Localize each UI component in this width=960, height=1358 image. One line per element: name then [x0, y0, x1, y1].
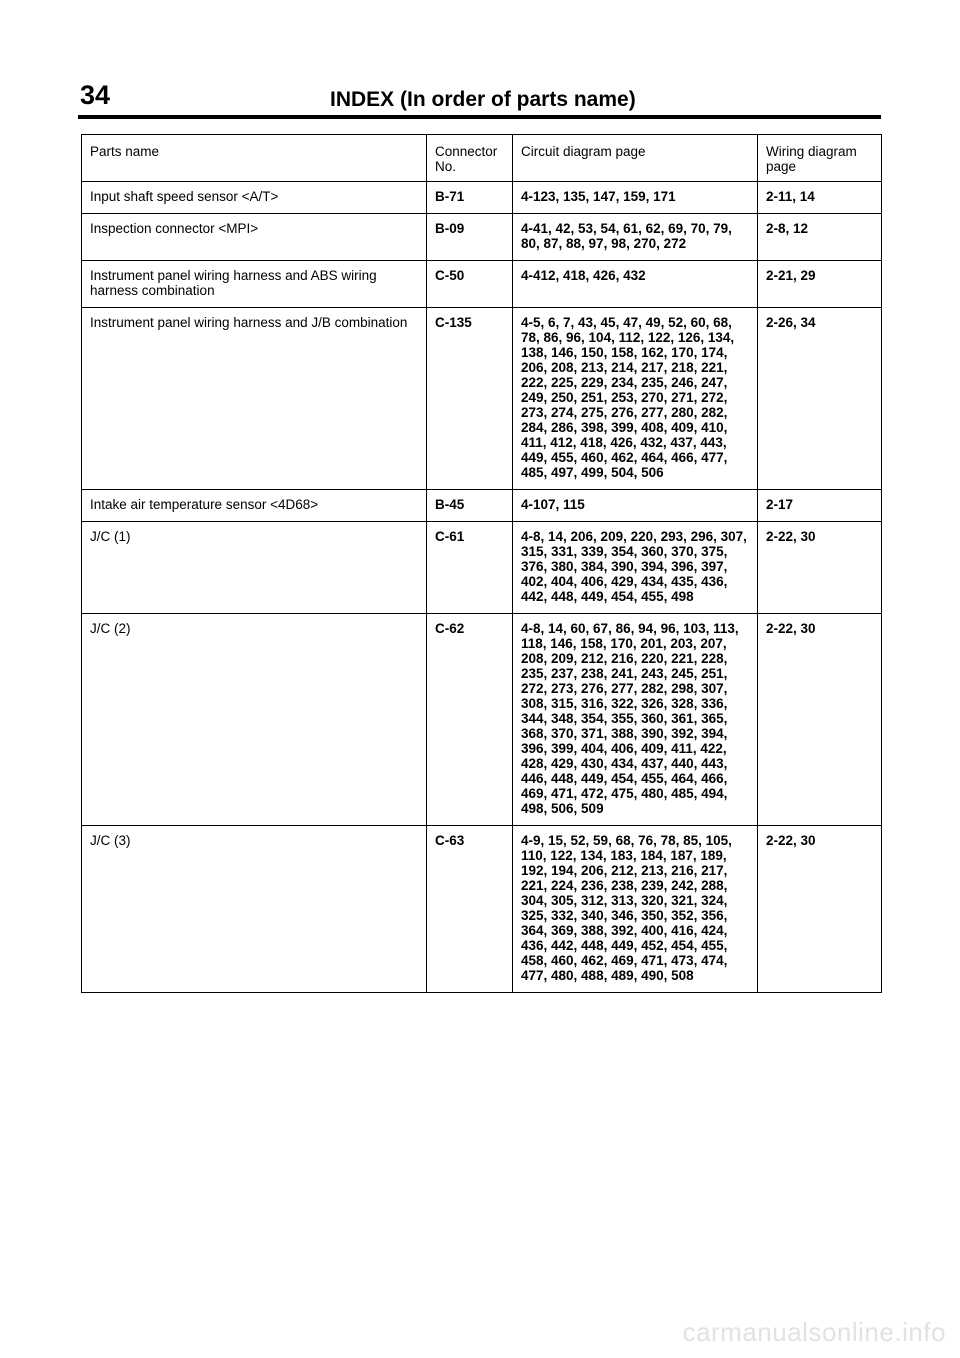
column-header-circuit-diagram-page: Circuit diagram page: [513, 135, 758, 182]
wiring-page-cell: 2-8, 12: [758, 214, 882, 261]
wiring-page-cell: 2-26, 34: [758, 308, 882, 490]
circuit-page-cell: 4-9, 15, 52, 59, 68, 76, 78, 85, 105, 110, 122, 134, 183, 184, 187, 189, 192, 194, 206, 212, 213, 216, 217, 221, 224, 236, 238, 239, 242, 288, 304, 305, 312, 313, 320, 321, 324, 325, 332, 340, 346, 350, 352, 356, 364, 369, 388, 392, 400, 416, 424, 436, 442, 448, 449, 452, 454, 455, 458, 460, 462, 469, 471, 473, 474, 477, 480, 488, 489, 490, 508: [513, 826, 758, 993]
connector-no-cell: C-50: [427, 261, 513, 308]
circuit-page-cell: 4-107, 115: [513, 490, 758, 522]
part-name-cell: Instrument panel wiring harness and ABS wiring harness combination: [82, 261, 427, 308]
table-header-row: [82, 135, 882, 182]
connector-no-cell: B-45: [427, 490, 513, 522]
connector-no-cell: C-135: [427, 308, 513, 490]
connector-no-cell: B-71: [427, 182, 513, 214]
circuit-page-cell: 4-123, 135, 147, 159, 171: [513, 182, 758, 214]
part-name-cell: Inspection connector <MPI>: [82, 214, 427, 261]
circuit-page-cell: 4-5, 6, 7, 43, 45, 47, 49, 52, 60, 68, 78, 86, 96, 104, 112, 122, 126, 134, 138, 146, 150, 158, 162, 170, 174, 206, 208, 213, 214, 217, 218, 221, 222, 225, 229, 234, 235, 246, 247, 249, 250, 251, 253, 270, 271, 272, 273, 274, 275, 276, 277, 280, 282, 284, 286, 398, 399, 408, 409, 410, 411, 412, 418, 426, 432, 437, 443, 449, 455, 460, 462, 464, 466, 477, 485, 497, 499, 504, 506: [513, 308, 758, 490]
part-name-cell: J/C (3): [82, 826, 427, 993]
table-row: [82, 490, 882, 522]
watermark: carmanualsonline.info: [682, 1317, 946, 1347]
title-rule: [78, 115, 881, 119]
circuit-page-cell: 4-8, 14, 60, 67, 86, 94, 96, 103, 113, 118, 146, 158, 170, 201, 203, 207, 208, 209, 212, 216, 220, 221, 228, 235, 237, 238, 241, 243, 245, 251, 272, 273, 276, 277, 282, 298, 307, 308, 315, 316, 322, 326, 328, 336, 344, 348, 354, 355, 360, 361, 365, 368, 370, 371, 388, 390, 392, 394, 396, 399, 404, 406, 409, 411, 422, 428, 429, 430, 434, 437, 440, 443, 446, 448, 449, 454, 455, 464, 466, 469, 471, 472, 475, 480, 485, 494, 498, 506, 509: [513, 614, 758, 826]
table-row: [82, 182, 882, 214]
table-row: [82, 614, 882, 826]
connector-no-cell: C-63: [427, 826, 513, 993]
wiring-page-cell: 2-11, 14: [758, 182, 882, 214]
table-row: [82, 826, 882, 993]
wiring-page-cell: 2-22, 30: [758, 522, 882, 614]
part-name-cell: Instrument panel wiring harness and J/B combination: [82, 308, 427, 490]
connector-no-cell: B-09: [427, 214, 513, 261]
circuit-page-cell: 4-41, 42, 53, 54, 61, 62, 69, 70, 79, 80, 87, 88, 97, 98, 270, 272: [513, 214, 758, 261]
table-row: [82, 261, 882, 308]
table-row: [82, 214, 882, 261]
connector-no-cell: C-62: [427, 614, 513, 826]
table-row: [82, 522, 882, 614]
part-name-cell: J/C (1): [82, 522, 427, 614]
wiring-page-cell: 2-21, 29: [758, 261, 882, 308]
page-title: INDEX (In order of parts name): [330, 88, 636, 111]
circuit-page-cell: 4-412, 418, 426, 432: [513, 261, 758, 308]
table-row: [82, 308, 882, 490]
parts-index-table: [81, 134, 882, 993]
connector-no-cell: C-61: [427, 522, 513, 614]
wiring-page-cell: 2-17: [758, 490, 882, 522]
column-header-connector-no: Connector No.: [427, 135, 513, 182]
wiring-page-cell: 2-22, 30: [758, 614, 882, 826]
column-header-wiring-diagram-page: Wiring diagram page: [758, 135, 882, 182]
part-name-cell: J/C (2): [82, 614, 427, 826]
wiring-page-cell: 2-22, 30: [758, 826, 882, 993]
part-name-cell: Intake air temperature sensor <4D68>: [82, 490, 427, 522]
part-name-cell: Input shaft speed sensor <A/T>: [82, 182, 427, 214]
column-header-parts-name: Parts name: [82, 135, 427, 182]
circuit-page-cell: 4-8, 14, 206, 209, 220, 293, 296, 307, 315, 331, 339, 354, 360, 370, 375, 376, 380, 384, 390, 394, 396, 397, 402, 404, 406, 429, 434, 435, 436, 442, 448, 449, 454, 455, 498: [513, 522, 758, 614]
page-number: 34: [80, 80, 111, 110]
